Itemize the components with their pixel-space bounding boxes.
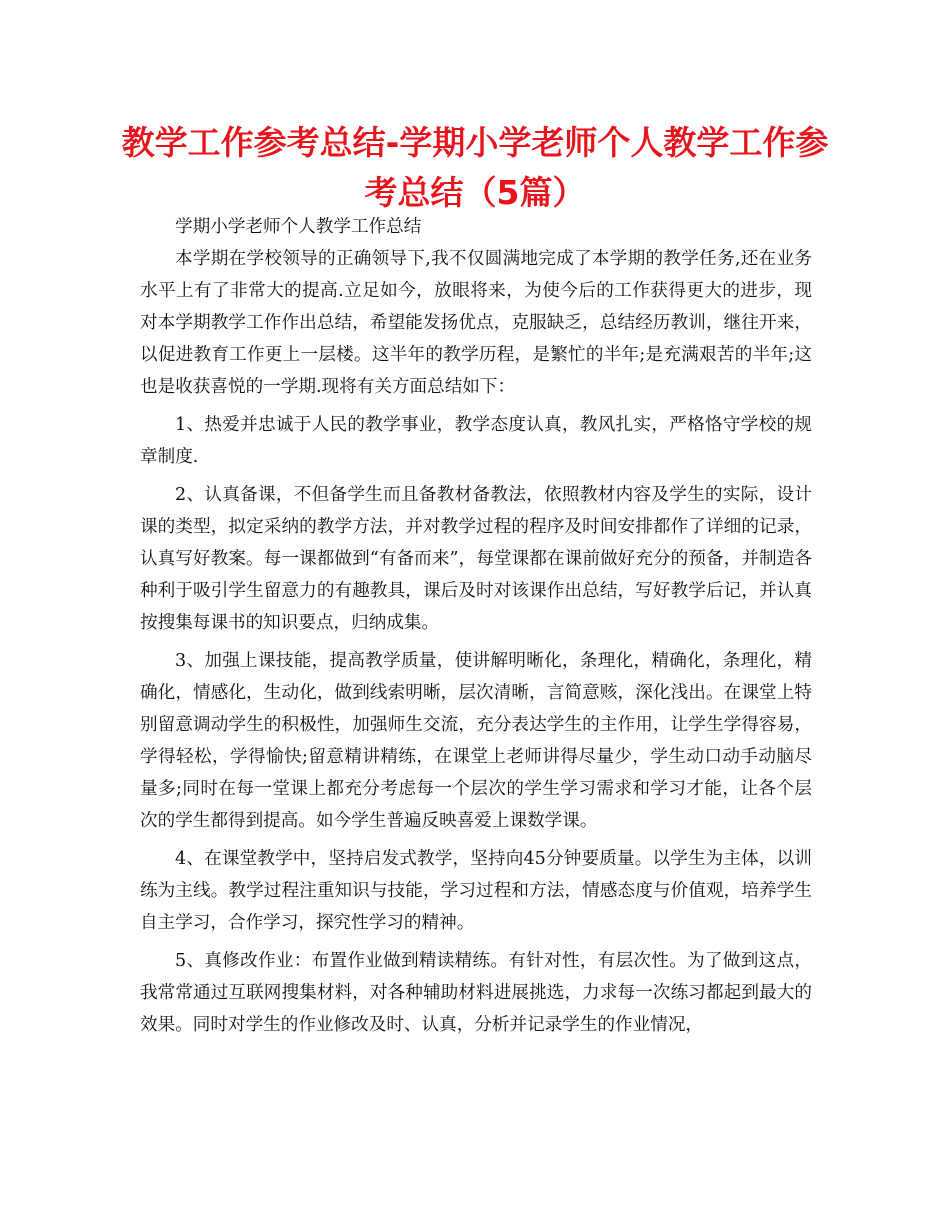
paragraph-item-3: 3、加强上课技能，提高教学质量，使讲解明晰化，条理化，精确化，条理化，精确化，情感化，生动化，做到线索明晰，层次清晰，言简意赅，深化浅出。在课堂上特别留意调动学生的积极性，加强师生交流，充分表达学生的主作用，让学生学得容易，学得轻松，学得愉快;留意精讲精练，在课堂上老师讲得尽量少，学生动口动手动脑尽量多;同时在每一堂课上都充分考虑每一个层次的学生学习需求和学习才能，让各个层次的学生都得到提高。如今学生普遍反映喜爱上课数学课。 (140, 651, 812, 831)
paragraph-item-4: 4、在课堂教学中，坚持启发式教学，坚持向45分钟要质量。以学生为主体，以训练为主线。教学过程注重知识与技能，学习过程和方法，情感态度与价值观，培养学生自主学习，合作学习，探究性学习的精神。 (140, 849, 812, 933)
document-body (140, 211, 812, 1047)
paragraph-item-5: 5、真修改作业：布置作业做到精读精练。有针对性，有层次性。为了做到这点，我常常通过互联网搜集材料，对各种辅助材料进展挑选，力求每一次练习都起到最大的效果。同时对学生的作业修改及时、认真，分析并记录学生的作业情况， (140, 951, 812, 1035)
paragraph-item-2: 2、认真备课，不但备学生而且备教材备教法，依照教材内容及学生的实际，设计课的类型，拟定采纳的教学方法，并对教学过程的程序及时间安排都作了详细的记录，认真写好教案。每一课都做到“有备而来”，每堂课都在课前做好充分的预备，并制造各种利于吸引学生留意力的有趣教具，课后及时对该课作出总结，写好教学后记，并认真按搜集每课书的知识要点，归纳成集。 (140, 485, 812, 633)
paragraph-item-1: 1、热爱并忠诚于人民的教学事业，教学态度认真，教风扎实，严格恪守学校的规章制度. (140, 415, 812, 467)
document-title: 教学工作参考总结-学期小学老师个人教学工作参考总结（5篇） (121, 123, 829, 212)
paragraph-intro: 本学期在学校领导的正确领导下,我不仅圆满地完成了本学期的教学任务,还在业务水平上有了非常大的提高.立足如今，放眼将来，为使今后的工作获得更大的进步，现对本学期教学工作作出总结，希望能发扬优点，克服缺乏，总结经历教训，继往开来，以促进教育工作更上一层楼。这半年的教学历程，是繁忙的半年;是充满艰苦的半年;这也是收获喜悦的一学期.现将有关方面总结如下： (140, 249, 812, 397)
section-heading: 学期小学老师个人教学工作总结 (175, 217, 422, 237)
